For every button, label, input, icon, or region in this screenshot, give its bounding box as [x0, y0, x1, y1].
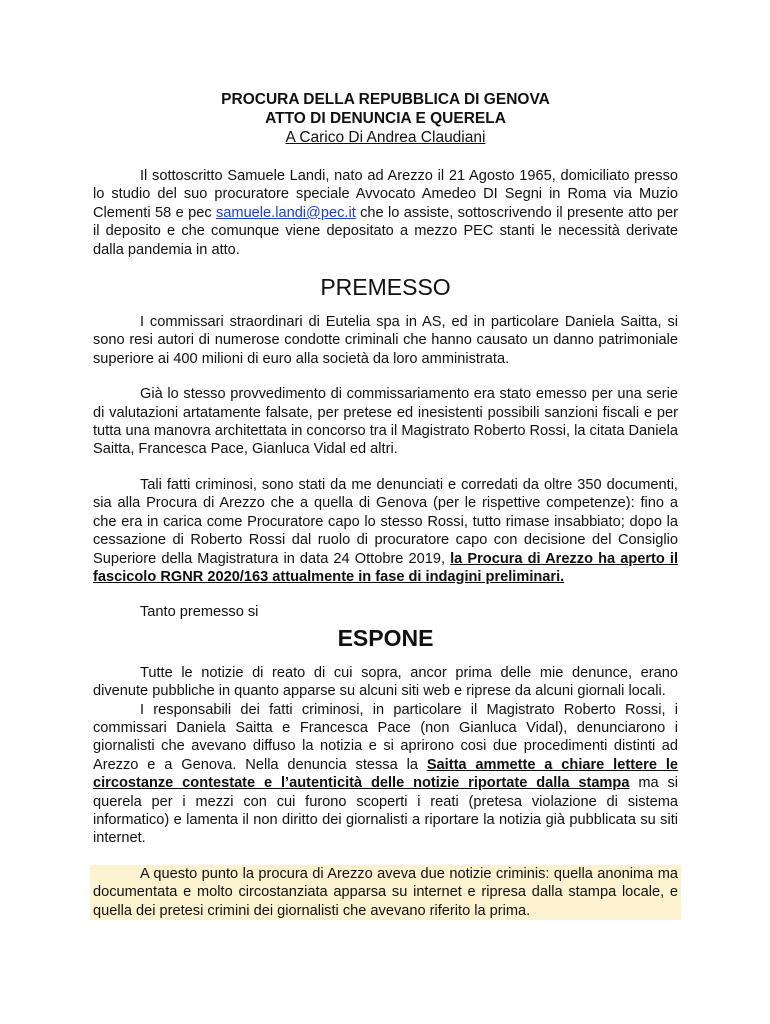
intro-paragraph [93, 167, 678, 259]
espone-paragraph-2 [93, 701, 678, 848]
email-link[interactable]: samuele.landi@pec.it [216, 204, 356, 221]
espone-paragraph-1: Tutte le notizie di reato di cui sopra, ancor prima delle mie denunce, erano divenute pubbliche in quanto apparse su alcuni siti web e riprese da alcuni giornali locali. [93, 664, 678, 700]
premesso-paragraph-2: Già lo stesso provvedimento di commissariamento era stato emesso per una serie di valutazioni artatamente falsate, per pretese ed inesistenti possibili sanzioni fiscali e per tutta una manovra architettata in concorso tra il Magistrato Roberto Rossi, la citata Daniela Saitta, Francesca Pace, Gianluca Vidal ed altri. [93, 386, 678, 458]
premesso-p3-text: Tali fatti criminosi, sono stati da me denunciati e corredati da oltre 350 documenti, sia alla Procura di Arezzo che a quella di Genova (per le rispettive competenze): fino a che era in carica come Procuratore capo lo stesso Rossi, tutto rimase insabbiato; dopo la cessazione di Roberto Rossi dal ruolo di procuratore capo con decisione del Consiglio Superiore della Magistratura in data 24 Ottobre 2019, [93, 476, 678, 567]
intro-text-1: Il sottoscritto Samuele Landi, nato ad Arezzo il 21 Agosto 1965, domiciliato presso lo studio del suo procuratore speciale Avvocato Amedeo DI Segni in Roma via Muzio Clementi 58 e pec [93, 168, 678, 221]
intro-text-2: che lo assiste, sottoscrivendo il presente atto per il deposito e che comunque viene depositato a mezzo PEC stanti le necessità derivate dalla pandemia in atto. [93, 204, 678, 258]
espone-p2-emphasis: Saitta ammette a chiare lettere le circostanze contestate e l’autenticità delle notizie riportate dalla stampa [93, 756, 679, 792]
premesso-paragraph-4: Tanto premesso si [140, 604, 259, 621]
espone-heading: ESPONE [337, 624, 434, 651]
header-line-1: PROCURA DELLA REPUBBLICA DI GENOVA [221, 91, 550, 108]
premesso-heading: PREMESSO [320, 274, 451, 301]
premesso-p3-emphasis: la Procura di Arezzo ha aperto il fascicolo RGNR 2020/163 attualmente in fase di indagini preliminari. [93, 550, 678, 585]
header-line-2: ATTO DI DENUNCIA E QUERELA [265, 110, 506, 127]
premesso-paragraph-1: I commissari straordinari di Eutelia spa in AS, ed in particolare Daniela Saitta, si sono resi autori di numerose condotte criminali che hanno causato un danno patrimoniale superiore ai 400 milioni di euro alla società da loro amministrata. [93, 314, 678, 367]
espone-p2-end: ma si querela per i mezzi con cui furono scoperti i reati (pretesa violazione di sistema informatico) e lamenta il non diritto dei giornalisti a riportare la notizia già pubblicata su siti internet. [93, 775, 678, 847]
espone-p2-text: I responsabili dei fatti criminosi, in particolare il Magistrato Roberto Rossi, i commissari Daniela Saitta e Francesca Pace (non Gianluca Vidal), denunciarono i giornalisti che avevano diffuso la notizia e si aprirono cosi due procedimenti distinti ad Arezzo e a Genova. Nella denuncia stessa la [93, 701, 678, 773]
espone-paragraph-3-highlighted: A questo punto la procura di Arezzo aveva due notizie criminis: quella anonima ma documentata e molto circostanziata apparsa su internet e ripresa dalla stampa locale, e quella dei pretesi crimini dei giornalisti che avevano riferito la prima. [90, 865, 681, 920]
header-line-3: A Carico Di Andrea Claudiani [285, 129, 486, 146]
document-body [93, 90, 678, 920]
premesso-paragraph-3 [93, 476, 678, 586]
